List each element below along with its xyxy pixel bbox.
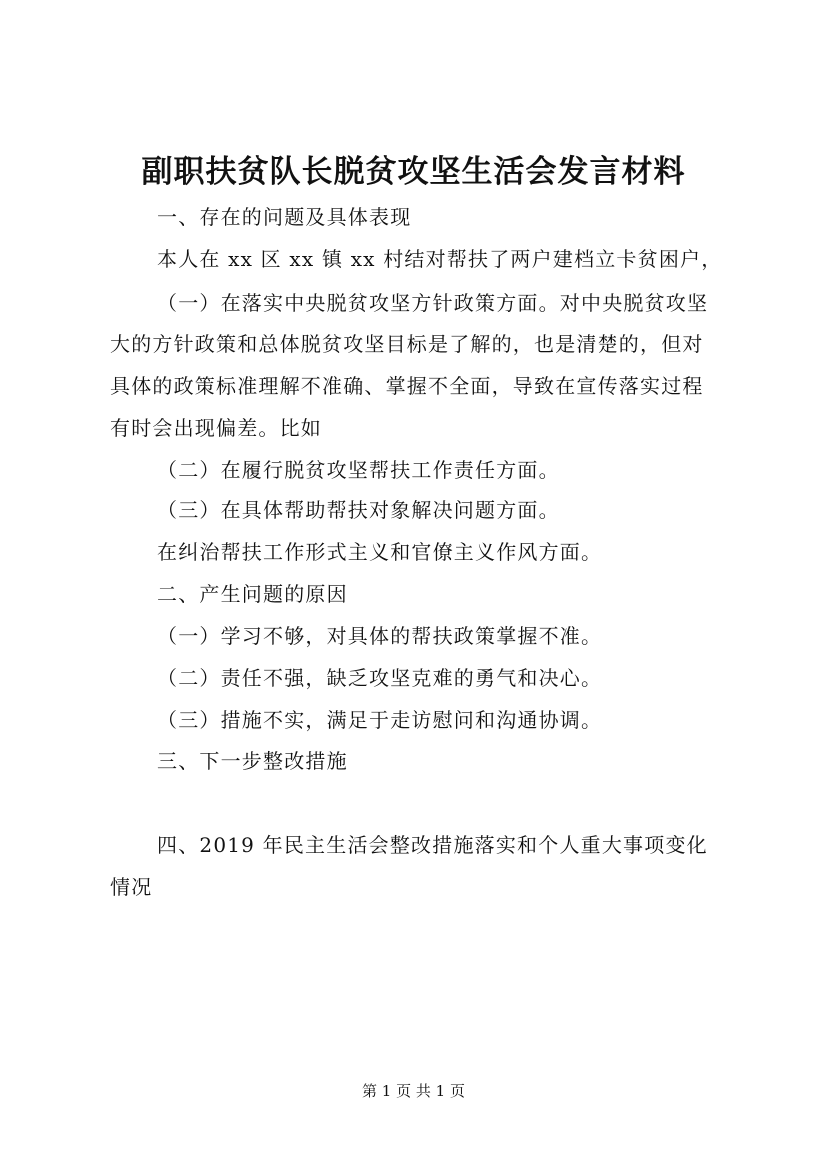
paragraph-line: （二）在履行脱贫攻坚帮扶工作责任方面。 (157, 458, 560, 482)
heading-section-2: 二、产生问题的原因 (157, 582, 348, 606)
paragraph-line: （三）在具体帮助帮扶对象解决问题方面。 (157, 498, 560, 522)
document-title: 副职扶贫队长脱贫攻坚生活会发言材料 (141, 154, 686, 190)
paragraph-line: （一）学习不够，对具体的帮扶政策掌握不准。 (157, 624, 603, 648)
paragraph-line: （二）责任不强，缺乏攻坚克难的勇气和决心。 (157, 666, 603, 690)
heading-section-1: 一、存在的问题及具体表现 (157, 205, 412, 229)
paragraph-line: 大的方针政策和总体脱贫攻坚目标是了解的，也是清楚的，但对 (110, 332, 704, 356)
paragraph-line: 情况 (110, 875, 153, 899)
paragraph-line: 具体的政策标准理解不准确、掌握不全面，导致在宣传落实过程 (110, 374, 704, 398)
heading-section-3: 三、下一步整改措施 (157, 749, 348, 773)
paragraph-line: 有时会出现偏差。比如 (110, 416, 322, 440)
paragraph-line: 本人在 xx 区 xx 镇 xx 村结对帮扶了两户建档立卡贫困户， (157, 247, 723, 271)
paragraph-line: 在纠治帮扶工作形式主义和官僚主义作风方面。 (157, 540, 603, 564)
page-footer: 第 1 页 共 1 页 (362, 1082, 465, 1100)
paragraph-line: （三）措施不实，满足于走访慰问和沟通协调。 (157, 708, 603, 732)
paragraph-line: （一）在落实中央脱贫攻坚方针政策方面。对中央脱贫攻坚 (157, 291, 709, 315)
heading-section-4: 四、2019 年民主生活会整改措施落实和个人重大事项变化 (157, 833, 708, 857)
